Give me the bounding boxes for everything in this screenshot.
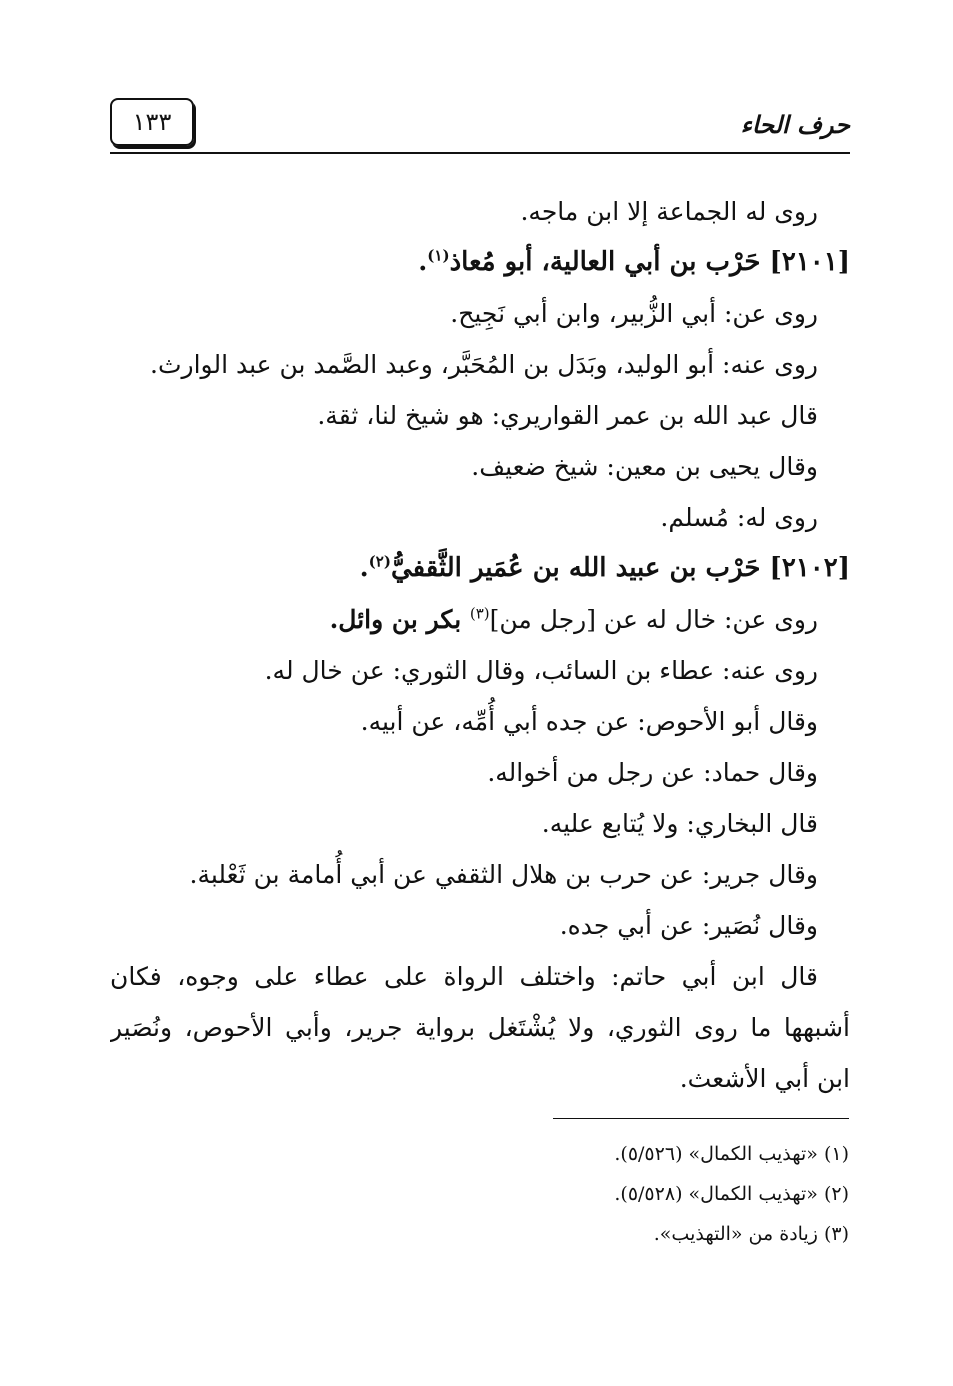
text-line: وقال حماد: عن رجل من أخواله. (487, 758, 818, 787)
entry-name: حَرْب بن عبيد الله بن عُمَير الثَّقفيُّ (390, 553, 761, 583)
entry-heading-2101 (110, 237, 850, 288)
text-line: روى عن: أبي الزُّبير، وابن أبي نَجِيح. (450, 299, 818, 328)
entry-end: . (418, 247, 428, 277)
footnote-separator (553, 1118, 849, 1119)
footnote: (٢) «تهذيب الكمال» (٥/٥٢٨). (614, 1183, 849, 1205)
text-line: وقال جرير: عن حرب بن هلال الثقفي عن أبي أُمامة بن ثَعْلبة. (189, 860, 818, 889)
text-line: وقال أبو الأحوص: عن جده أبي أُمِّه، عن أبيه. (360, 707, 818, 736)
page-number: ١٣٣ (110, 98, 194, 146)
text-line: قال عبد الله بن عمر القواريري: هو شيخ لنا، ثقة. (317, 401, 818, 430)
text-line: وقال يحيى بن معين: شيخ ضعيف. (471, 452, 818, 481)
page-header (110, 98, 850, 158)
bold-text: بكر بن وائل. (329, 605, 470, 634)
footnote-ref: (٣) (469, 604, 490, 623)
line-text: روى عن: خال له عن [رجل من] (489, 605, 818, 634)
text-line: روى له الجماعة إلا ابن ماجه. (520, 197, 818, 226)
entry-end: . (359, 553, 369, 583)
text-line: روى عنه: أبو الوليد، وبَدَل بن المُحَبَّر، وعبد الصَّمد بن عبد الوارث. (150, 350, 818, 379)
text-line: ابن أبي الأشعث. (679, 1064, 850, 1093)
footnote: (١) «تهذيب الكمال» (٥/٥٢٦). (614, 1143, 849, 1165)
text-line (110, 594, 850, 645)
footnotes (249, 1134, 849, 1254)
text-line: قال ابن أبي حاتم: واختلف الرواة على عطاء على وجوه، فكان (110, 962, 818, 991)
entry-number: [٢١٠٢] (769, 553, 850, 583)
footnote-ref: (١) (427, 246, 450, 265)
text-line: روى عنه: عطاء بن السائب، وقال الثوري: عن خال له. (264, 656, 818, 685)
footnote-ref: (٢) (368, 552, 391, 571)
main-text (110, 186, 850, 1104)
header-rule (110, 152, 850, 154)
entry-heading-2102 (110, 543, 850, 594)
text-line: وقال نُصَير: عن أبي جده. (559, 911, 818, 940)
footnote: (٣) زيادة من «التهذيب». (653, 1223, 849, 1245)
entry-name: حَرْب بن أبي العالية، أبو مُعاذ (449, 247, 761, 277)
text-line: قال البخاري: ولا يُتابع عليه. (541, 809, 818, 838)
entry-number: [٢١٠١] (769, 247, 850, 277)
text-line: أشبهها ما روى الثوري، ولا يُشْتَغل برواية جرير، وأبي الأحوص، ونُصَير (110, 1013, 850, 1042)
running-title: حرف الحاء (740, 110, 850, 139)
text-line: روى له: مُسلم. (660, 503, 818, 532)
